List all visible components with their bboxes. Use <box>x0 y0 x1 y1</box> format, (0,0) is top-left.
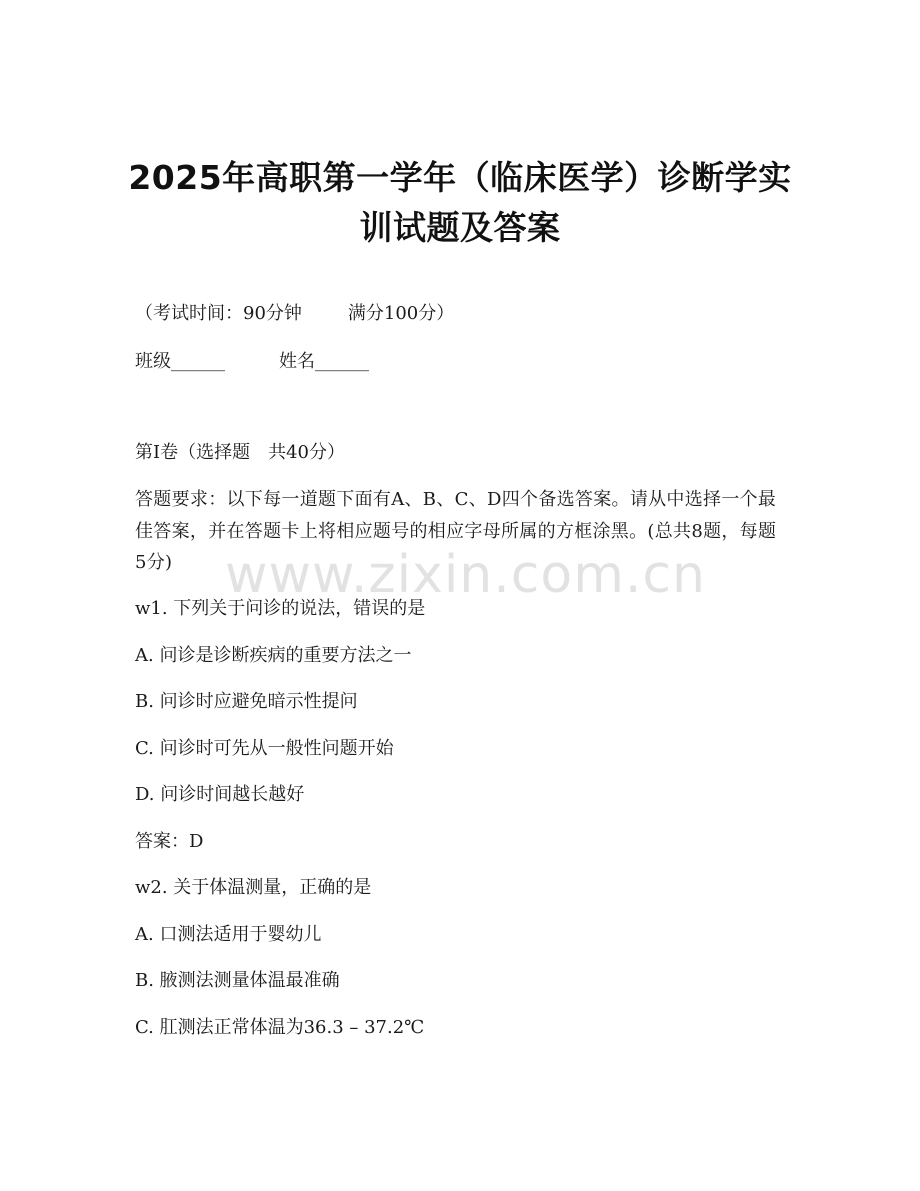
question-1-option-c: C. 问诊时可先从一般性问题开始 <box>135 738 394 759</box>
question-2-option-b: B. 腋测法测量体温最准确 <box>135 970 340 991</box>
class-field: 班级______ <box>135 351 225 372</box>
section-instructions: 答题要求：以下每一道题下面有A、B、C、D四个备选答案。请从中选择一个最佳答案，并在答题卡上将相应题号的相应字母所属的方框涂黑。(总共8题，每题5分) <box>135 489 777 573</box>
exam-time: （考试时间：90分钟 <box>135 303 302 324</box>
exam-full-score: 满分100分） <box>347 303 455 324</box>
question-2-option-c: C. 肛测法正常体温为36.3 – 37.2℃ <box>135 1017 425 1038</box>
document-title-line-2: 训试题及答案 <box>359 208 561 247</box>
question-1-stem: w1. 下列关于问诊的说法，错误的是 <box>135 598 426 619</box>
question-1-option-a: A. 问诊是诊断疾病的重要方法之一 <box>135 645 412 666</box>
question-2-option-a: A. 口测法适用于婴幼儿 <box>135 924 322 945</box>
site-watermark: www.zixin.com.cn <box>225 545 706 605</box>
name-field: 姓名______ <box>279 351 369 372</box>
exam-meta-line <box>135 301 454 327</box>
question-1-option-b: B. 问诊时应避免暗示性提问 <box>135 691 358 712</box>
document-title-line-1: 2025年高职第一学年（临床医学）诊断学实 <box>128 158 792 197</box>
question-2-stem: w2. 关于体温测量，正确的是 <box>135 877 372 898</box>
question-1-answer: 答案：D <box>135 831 204 852</box>
student-info-line <box>135 349 369 375</box>
question-1-option-d: D. 问诊时间越长越好 <box>135 784 305 805</box>
section-heading: 第I卷（选择题 共40分） <box>135 442 346 463</box>
